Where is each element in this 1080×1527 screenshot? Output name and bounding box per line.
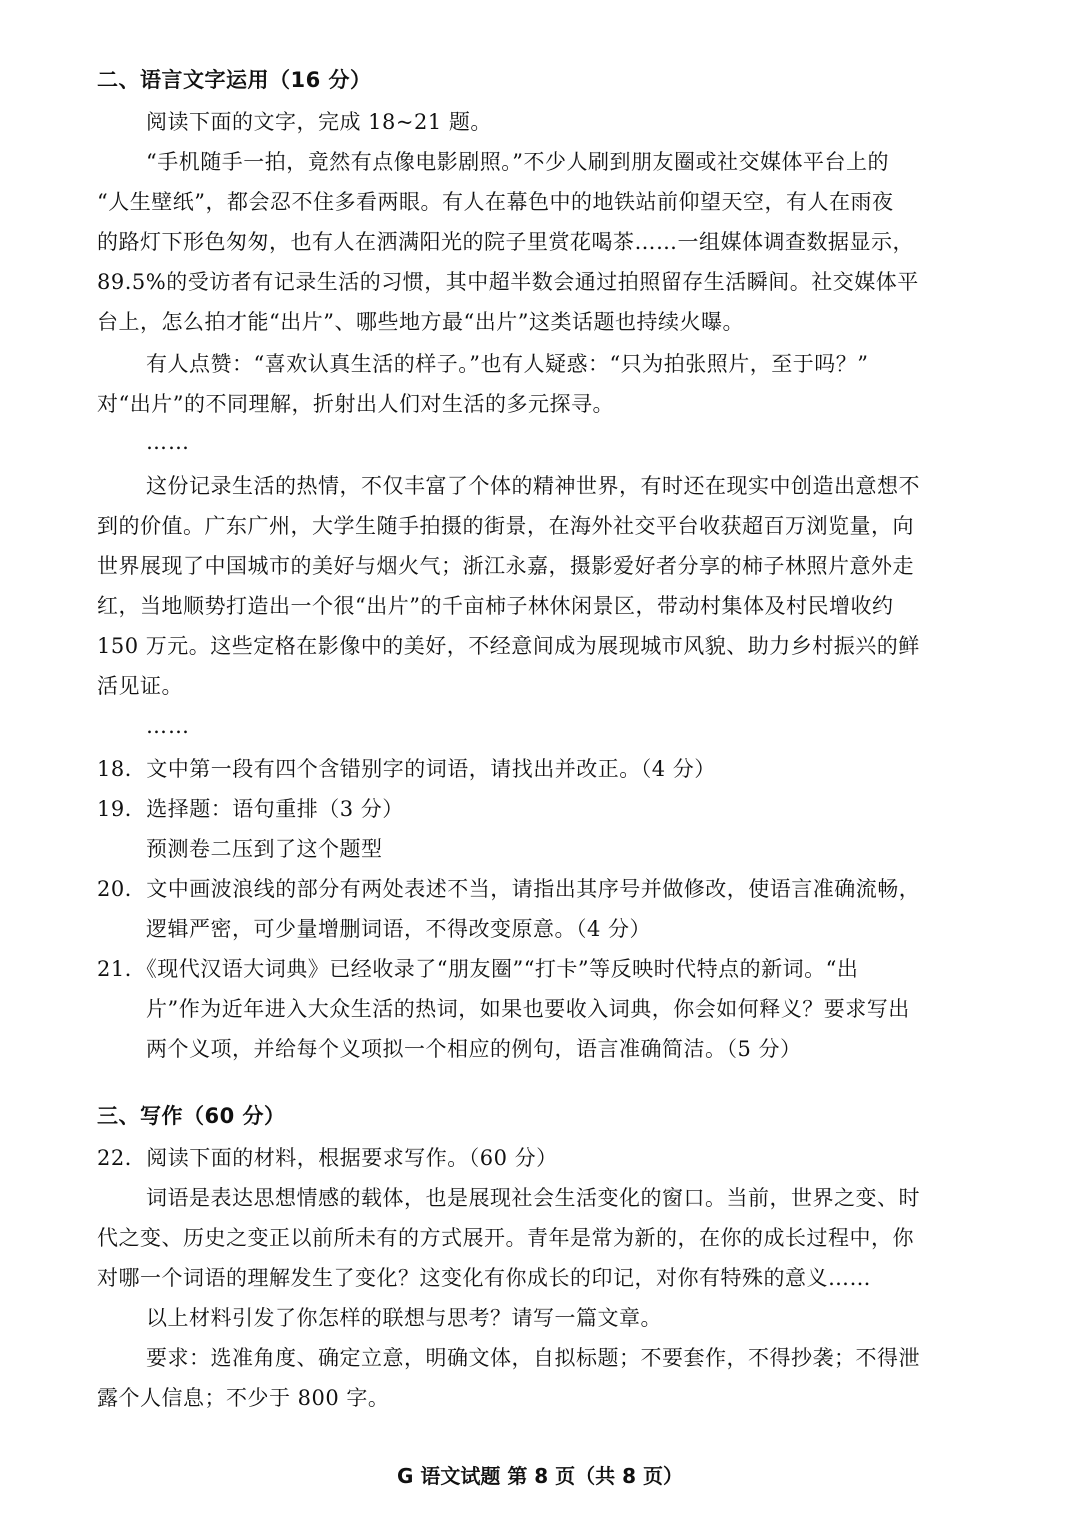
- passage-line: “手机随手一拍，竟然有点像电影剧照。”不少人刷到朋友圈或社交媒体平台上的: [146, 150, 889, 174]
- section-heading-3: 三、写作（60 分）: [97, 1104, 286, 1128]
- question-19-note: 预测卷二压到了这个题型: [146, 837, 383, 861]
- writing-prompt: 以上材料引发了你怎样的联想与思考？请写一篇文章。: [146, 1306, 662, 1330]
- material-line: 词语是表达思想情感的载体，也是展现社会生活变化的窗口。当前，世界之变、时: [146, 1186, 920, 1210]
- passage-line: 到的价值。广东广州，大学生随手拍摄的街景，在海外社交平台收获超百万浏览量，向: [97, 514, 914, 538]
- passage-line: 这份记录生活的热情，不仅丰富了个体的精神世界，有时还在现实中创造出意想不: [146, 474, 920, 498]
- passage-line: “人生壁纸”，都会忍不住多看两眼。有人在幕色中的地铁站前仰望天空，有人在雨夜: [97, 190, 894, 214]
- question-21-cont: 片”作为近年进入大众生活的热词，如果也要收入词典，你会如何释义？要求写出: [146, 997, 910, 1021]
- passage-line: 对“出片”的不同理解，折射出人们对生活的多元探寻。: [97, 392, 614, 416]
- passage-line: 有人点赞：“喜欢认真生活的样子。”也有人疑惑：“只为拍张照片，至于吗？”: [146, 352, 869, 376]
- passage-line: 活见证。: [97, 674, 183, 698]
- question-22: 22．阅读下面的材料，根据要求写作。（60 分）: [97, 1146, 558, 1170]
- page-footer: G 语文试题 第 8 页（共 8 页）: [396, 1464, 684, 1488]
- passage-line: 台上，怎么拍才能“出片”、哪些地方最“出片”这类话题也持续火曝。: [97, 310, 744, 334]
- question-20-cont: 逻辑严密，可少量增删词语，不得改变原意。（4 分）: [146, 917, 652, 941]
- section-heading-2: 二、语言文字运用（16 分）: [97, 68, 372, 92]
- passage-line: 150 万元。这些定格在影像中的美好，不经意间成为展现城市风貌、助力乡村振兴的鲜: [97, 634, 920, 658]
- passage-line: 89.5%的受访者有记录生活的习惯，其中超半数会通过拍照留存生活瞬间。社交媒体平: [97, 270, 919, 294]
- requirements-line: 要求：选准角度、确定立意，明确文体，自拟标题；不要套作，不得抄袭；不得泄: [146, 1346, 920, 1370]
- question-19: 19．选择题：语句重排（3 分）: [97, 797, 404, 821]
- question-21-cont: 两个义项，并给每个义项拟一个相应的例句，语言准确简洁。（5 分）: [146, 1037, 802, 1061]
- passage-line: 世界展现了中国城市的美好与烟火气；浙江永嘉，摄影爱好者分享的柿子林照片意外走: [97, 554, 914, 578]
- ellipsis: ……: [146, 430, 190, 454]
- material-line: 代之变、历史之变正以前所未有的方式展开。青年是常为新的，在你的成长过程中，你: [97, 1226, 914, 1250]
- passage-line: 红，当地顺势打造出一个很“出片”的千亩柿子林休闲景区，带动村集体及村民增收约: [97, 594, 894, 618]
- instruction-text: 阅读下面的文字，完成 18~21 题。: [146, 110, 492, 134]
- requirements-line: 露个人信息；不少于 800 字。: [97, 1386, 390, 1410]
- question-20: 20．文中画波浪线的部分有两处表述不当，请指出其序号并做修改，使语言准确流畅，: [97, 877, 921, 901]
- question-21: 21．《现代汉语大词典》已经收录了“朋友圈”“打卡”等反映时代特点的新词。“出: [97, 957, 859, 981]
- ellipsis: ……: [146, 714, 190, 738]
- question-18: 18．文中第一段有四个含错别字的词语，请找出并改正。（4 分）: [97, 757, 716, 781]
- passage-line: 的路灯下形色匆匆，也有人在洒满阳光的院子里赏花喝茶……一组媒体调查数据显示，: [97, 230, 914, 254]
- material-line: 对哪一个词语的理解发生了变化？这变化有你成长的印记，对你有特殊的意义……: [97, 1266, 871, 1290]
